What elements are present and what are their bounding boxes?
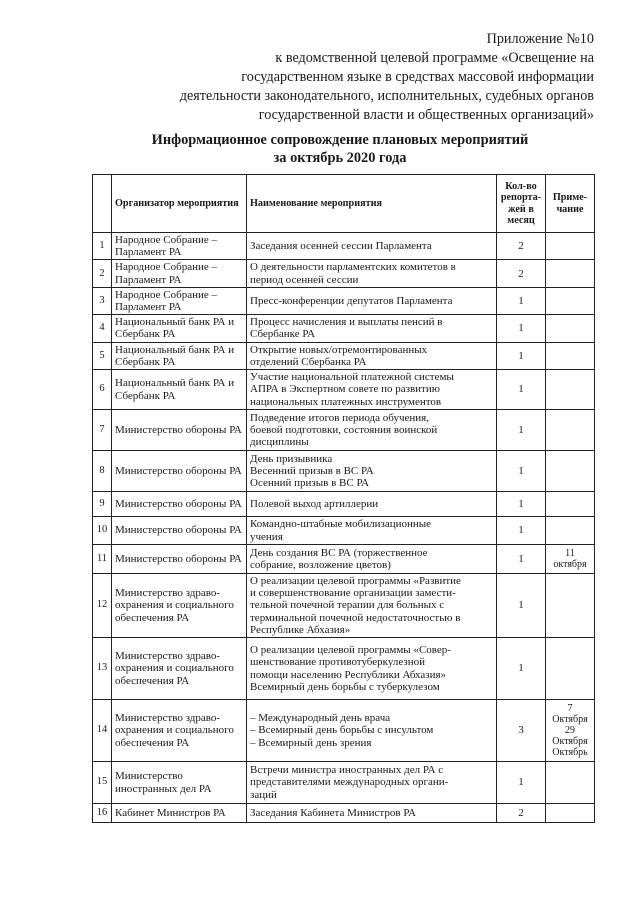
row-number: 1 [93, 233, 112, 260]
event-name-line: Заседания осенней сессии Парламента [250, 240, 432, 253]
table-row [93, 700, 595, 762]
row-number: 6 [93, 370, 112, 410]
table-row [93, 410, 595, 451]
row-note [546, 700, 595, 762]
event-name-line: шенствование противотуберкулезной [250, 656, 425, 669]
title-line-1: Информационное сопровождение плановых мероприятий [151, 132, 529, 148]
table-row [93, 638, 595, 700]
note-line: октября [553, 559, 587, 571]
header-note: Приме-чание [546, 175, 595, 233]
row-number: 5 [93, 342, 112, 369]
row-report-count: 2 [497, 233, 546, 260]
table-body [93, 233, 595, 823]
row-report-count: 1 [497, 451, 546, 492]
row-note [546, 804, 595, 823]
table-row [93, 492, 595, 517]
row-report-count: 2 [497, 804, 546, 823]
event-name-line: – Всемирный день зрения [250, 736, 372, 749]
event-name-line: Сбербанке РА [250, 328, 316, 341]
row-organizer: Кабинет Министров РА [112, 804, 247, 823]
row-event-name [247, 492, 497, 517]
row-note [546, 517, 595, 545]
event-name-line: Осенний призыв в ВС РА [250, 477, 370, 490]
row-event-name [247, 700, 497, 762]
event-name-line: День призывника [250, 452, 333, 465]
event-name-line: Подведение итогов периода обучения, [250, 411, 429, 424]
row-note [546, 451, 595, 492]
event-name-line: Заседания Кабинета Министров РА [250, 806, 416, 819]
row-number: 7 [93, 410, 112, 451]
row-event-name [247, 451, 497, 492]
table-row [93, 260, 595, 287]
row-number: 11 [93, 545, 112, 574]
row-number: 2 [93, 260, 112, 287]
appendix-line: Приложение №10 [486, 31, 594, 47]
row-report-count: 3 [497, 700, 546, 762]
event-name-line: помощи населению Республики Абхазия» [250, 668, 447, 681]
appendix-header [114, 30, 594, 125]
row-number: 8 [93, 451, 112, 492]
row-event-name [247, 315, 497, 342]
event-name-line: Участие национальной платежной системы [250, 371, 454, 384]
table-row [93, 574, 595, 638]
row-organizer: Министерство обороны РА [112, 410, 247, 451]
event-name-line: терминальной почечной недостаточностью в [250, 611, 461, 624]
event-name-line: Открытие новых/отремонтированных [250, 343, 428, 356]
event-name-line: боевой подготовки, состояния воинской [250, 423, 438, 436]
table-row [93, 804, 595, 823]
event-name-line: заций [250, 788, 277, 801]
row-event-name [247, 233, 497, 260]
row-organizer: Министерство обороны РА [112, 517, 247, 545]
appendix-line: деятельности законодательного, исполнительных, судебных органов [179, 88, 594, 104]
row-number: 3 [93, 287, 112, 314]
row-note [546, 410, 595, 451]
row-number: 12 [93, 574, 112, 638]
event-name-line: – Всемирный день борьбы с инсультом [250, 724, 434, 737]
note-line: Октября [552, 736, 588, 748]
row-report-count: 1 [497, 342, 546, 369]
row-note [546, 233, 595, 260]
row-event-name [247, 517, 497, 545]
row-number: 13 [93, 638, 112, 700]
row-organizer: Народное Собрание – Парламент РА [112, 233, 247, 260]
row-organizer: Министерство здраво-охранения и социального обеспечения РА [112, 638, 247, 700]
event-name-line: – Международный день врача [250, 712, 391, 725]
note-line: Октября [552, 714, 588, 726]
row-event-name [247, 287, 497, 314]
table-row [93, 545, 595, 574]
note-line: Октябрь [552, 747, 588, 759]
row-report-count: 1 [497, 287, 546, 314]
row-event-name [247, 342, 497, 369]
row-report-count: 1 [497, 410, 546, 451]
row-note [546, 574, 595, 638]
table-row [93, 342, 595, 369]
header-number [93, 175, 112, 233]
event-name-line: Всемирный день борьбы с туберкулезом [250, 680, 440, 693]
row-event-name [247, 370, 497, 410]
row-event-name [247, 638, 497, 700]
appendix-line: государственном языке в средствах массовой информации [241, 69, 594, 85]
event-name-line: О реализации целевой программы «Совер- [250, 644, 451, 657]
row-note [546, 287, 595, 314]
event-name-line: тельной почечной терапии для больных с [250, 599, 445, 612]
event-name-line: Весенний призыв в ВС РА [250, 464, 374, 477]
row-organizer: Министерство обороны РА [112, 545, 247, 574]
row-report-count: 1 [497, 545, 546, 574]
event-name-line: День создания ВС РА (торжественное [250, 546, 428, 559]
row-report-count: 1 [497, 517, 546, 545]
row-organizer: Национальный банк РА и Сбербанк РА [112, 370, 247, 410]
table-row [93, 233, 595, 260]
table-row [93, 517, 595, 545]
table-row [93, 315, 595, 342]
row-event-name [247, 762, 497, 804]
row-report-count: 1 [497, 638, 546, 700]
row-organizer: Народное Собрание – Парламент РА [112, 287, 247, 314]
row-note [546, 545, 595, 574]
event-name-line: отделений Сбербанка РА [250, 355, 367, 368]
table-row [93, 762, 595, 804]
row-event-name [247, 574, 497, 638]
event-name-line: собрание, возложение цветов) [250, 559, 391, 572]
note-line: 11 [565, 548, 575, 560]
events-table [92, 174, 595, 823]
header-report-count: Кол-во репорта-жей в месяц [497, 175, 546, 233]
note-line: 29 [565, 725, 575, 737]
row-number: 14 [93, 700, 112, 762]
event-name-line: О реализации целевой программы «Развитие [250, 575, 461, 588]
table-row [93, 370, 595, 410]
row-report-count: 1 [497, 574, 546, 638]
row-number: 15 [93, 762, 112, 804]
event-name-line: дисциплины [250, 436, 309, 449]
event-name-line: Республике Абхазия» [250, 623, 351, 636]
row-report-count: 1 [497, 762, 546, 804]
header-organizer: Организатор мероприятия [112, 175, 247, 233]
event-name-line: Командно-штабные мобилизационные [250, 518, 432, 531]
table-header-row [93, 175, 595, 233]
event-name-line: Полевой выход артиллерии [250, 497, 379, 510]
row-report-count: 1 [497, 492, 546, 517]
row-number: 9 [93, 492, 112, 517]
row-organizer: Министерство обороны РА [112, 451, 247, 492]
row-number: 10 [93, 517, 112, 545]
row-event-name [247, 804, 497, 823]
event-name-line: национальных платежных инструментов [250, 395, 442, 408]
row-event-name [247, 545, 497, 574]
row-note [546, 638, 595, 700]
row-note [546, 762, 595, 804]
document-title [90, 131, 590, 167]
appendix-line: государственной власти и общественных организаций» [258, 107, 594, 123]
row-organizer: Национальный банк РА и Сбербанк РА [112, 342, 247, 369]
row-note [546, 370, 595, 410]
event-name-line: период осенней сессии [250, 273, 359, 286]
row-note [546, 492, 595, 517]
note-line: 7 [567, 703, 573, 715]
event-name-line: Пресс-конференции депутатов Парламента [250, 294, 453, 307]
event-name-line: О деятельности парламентских комитетов в [250, 261, 456, 274]
row-organizer: Министерство иностранных дел РА [112, 762, 247, 804]
row-report-count: 2 [497, 260, 546, 287]
row-event-name [247, 410, 497, 451]
title-line-2: за октябрь 2020 года [273, 150, 407, 166]
event-name-line: Процесс начисления и выплаты пенсий в [250, 316, 443, 329]
row-event-name [247, 260, 497, 287]
row-organizer: Министерство обороны РА [112, 492, 247, 517]
row-organizer: Национальный банк РА и Сбербанк РА [112, 315, 247, 342]
row-report-count: 1 [497, 315, 546, 342]
row-report-count: 1 [497, 370, 546, 410]
row-number: 4 [93, 315, 112, 342]
row-organizer: Министерство здраво-охранения и социального обеспечения РА [112, 574, 247, 638]
appendix-line: к ведомственной целевой программе «Освещение на [275, 50, 594, 66]
event-name-line: Встречи министра иностранных дел РА с [250, 764, 444, 777]
row-note [546, 260, 595, 287]
table-row [93, 287, 595, 314]
event-name-line: АПРА в Экспертном совете по развитию [250, 383, 440, 396]
row-number: 16 [93, 804, 112, 823]
header-event-name: Наименование мероприятия [247, 175, 497, 233]
row-note [546, 342, 595, 369]
table-row [93, 451, 595, 492]
row-organizer: Министерство здраво-охранения и социального обеспечения РА [112, 700, 247, 762]
row-note [546, 315, 595, 342]
event-name-line: и совершенствование организации замести- [250, 587, 456, 600]
event-name-line: представителями международных органи- [250, 776, 449, 789]
event-name-line: учения [250, 530, 283, 543]
row-organizer: Народное Собрание – Парламент РА [112, 260, 247, 287]
